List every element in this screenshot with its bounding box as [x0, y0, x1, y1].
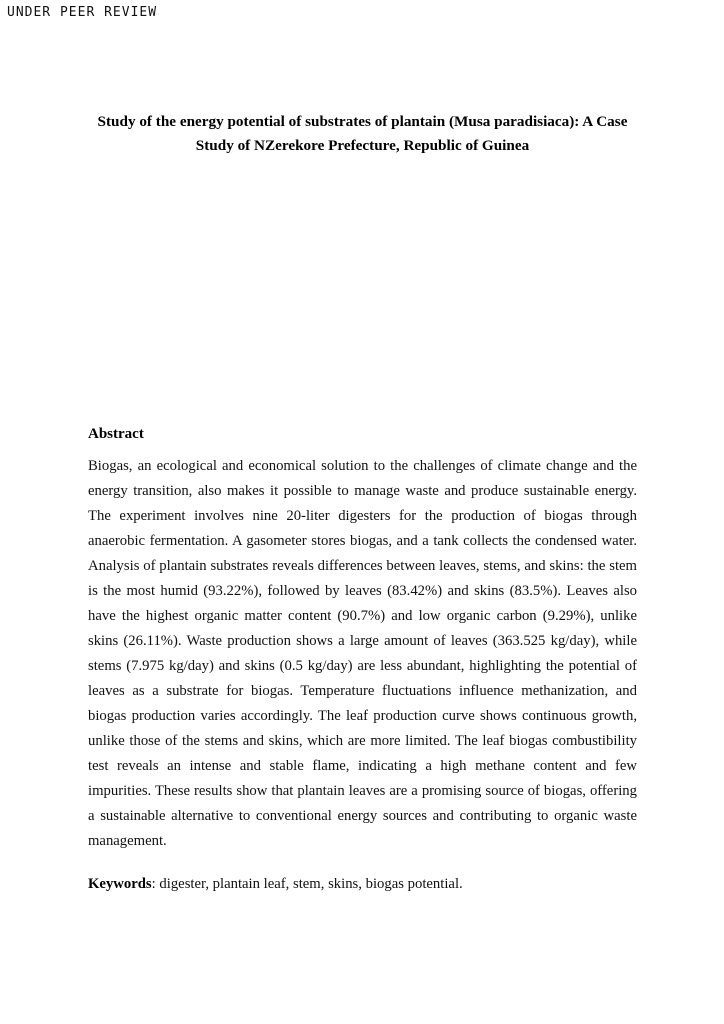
keywords-text: : digester, plantain leaf, stem, skins, biogas potential.: [151, 876, 463, 892]
peer-review-banner: UNDER PEER REVIEW: [7, 5, 158, 20]
page-content: [88, 0, 637, 897]
keywords-label: Keywords: [88, 876, 152, 892]
keywords-line: [88, 872, 637, 897]
paper-title: Study of the energy potential of substrates of plantain (Musa paradisiaca): A Case Study of NZerekore Prefecture, Republic of Guinea: [97, 113, 628, 154]
abstract-text: Biogas, an ecological and economical solution to the challenges of climate change and the energy transition, also makes it possible to manage waste and produce sustainable energy. The experiment involves nine 20-liter digesters for the production of biogas through anaerobic fermentation. A gasometer stores biogas, and a tank collects the condensed water. Analysis of plantain substrates reveals differences between leaves, stems, and skins: the stem is the most humid (93.22%), followed by leaves (83.42%) and skins (83.5%). Leaves also have the highest organic matter content (90.7%) and low organic carbon (9.29%), unlike skins (26.11%). Waste production shows a large amount of leaves (363.525 kg/day), while stems (7.975 kg/day) and skins (0.5 kg/day) are less abundant, highlighting the potential of leaves as a substrate for biogas. Temperature fluctuations influence methanization, and biogas production varies accordingly. The leaf production curve shows continuous growth, unlike those of the stems and skins, which are more limited. The leaf biogas combustibility test reveals an intense and stable flame, indicating a high methane content and few impurities. These results show that plantain leaves are a promising source of biogas, offering a sustainable alternative to conventional energy sources and contributing to organic waste management.: [88, 458, 637, 849]
abstract-heading: Abstract: [88, 426, 144, 442]
